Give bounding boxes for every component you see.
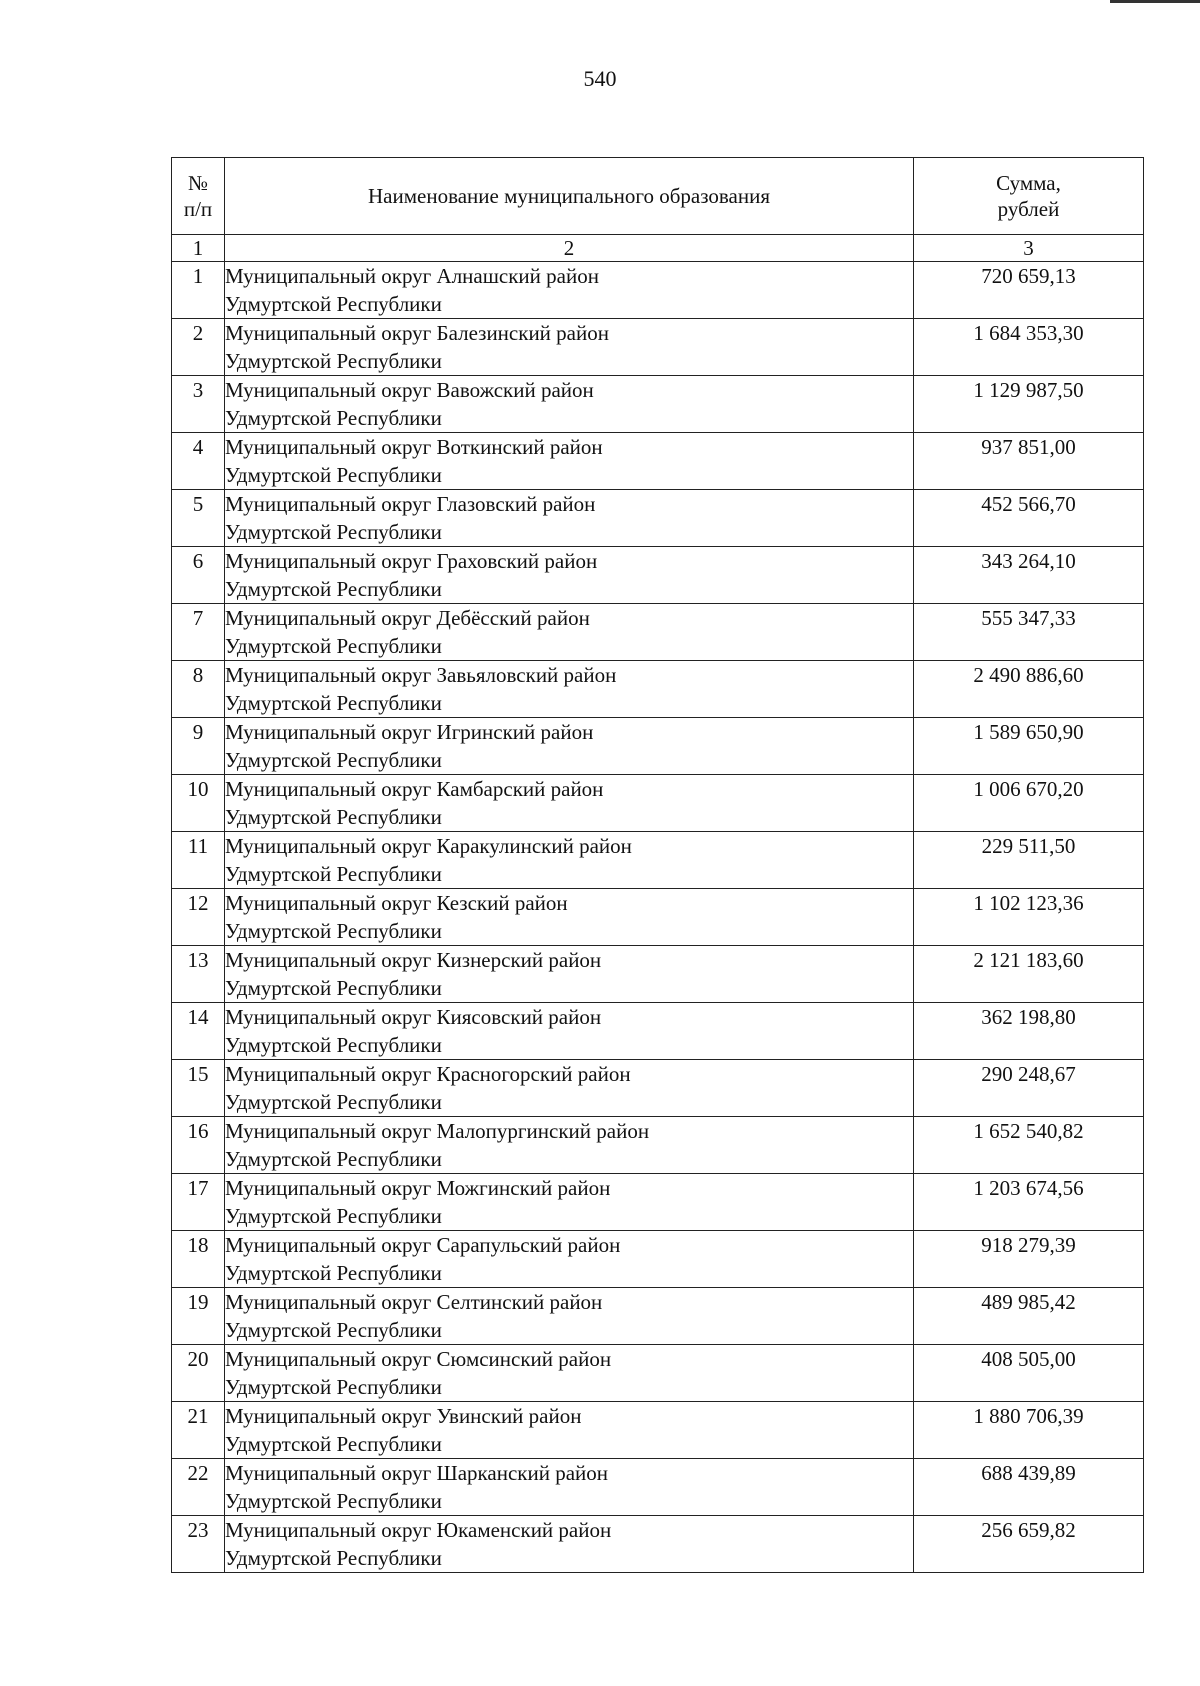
municipality-name-line1: Муниципальный округ Можгинский район: [225, 1176, 611, 1200]
municipality-name-line2: Удмуртской Республики: [225, 1318, 442, 1342]
amount-value: 937 851,00: [914, 433, 1144, 490]
municipality-name-line2: Удмуртской Республики: [225, 1489, 442, 1513]
row-number: 14: [172, 1003, 225, 1060]
municipality-name: [225, 1003, 914, 1060]
municipality-name: [225, 490, 914, 547]
municipality-name-line2: Удмуртской Республики: [225, 577, 442, 601]
column-number: 2: [225, 235, 914, 262]
municipality-name-line1: Муниципальный округ Глазовский район: [225, 492, 596, 516]
municipality-name-line2: Удмуртской Республики: [225, 1090, 442, 1114]
table-row: [172, 262, 1144, 319]
row-number: 5: [172, 490, 225, 547]
municipality-name-line1: Муниципальный округ Малопургинский район: [225, 1119, 650, 1143]
municipality-name: [225, 1060, 914, 1117]
municipality-name-line1: Муниципальный округ Шарканский район: [225, 1461, 609, 1485]
municipality-name-line2: Удмуртской Республики: [225, 463, 442, 487]
amount-value: 489 985,42: [914, 1288, 1144, 1345]
column-number-row: [172, 235, 1144, 262]
municipality-name: [225, 1288, 914, 1345]
table-row: [172, 775, 1144, 832]
municipality-name: [225, 832, 914, 889]
table-row: [172, 946, 1144, 1003]
amount-value: 452 566,70: [914, 490, 1144, 547]
municipality-name-line1: Муниципальный округ Завьяловский район: [225, 663, 617, 687]
table-row: [172, 1003, 1144, 1060]
column-number: 3: [914, 235, 1144, 262]
municipality-name: [225, 1117, 914, 1174]
municipality-name-line1: Муниципальный округ Кизнерский район: [225, 948, 602, 972]
municipality-name-line2: Удмуртской Республики: [225, 919, 442, 943]
amount-value: 343 264,10: [914, 547, 1144, 604]
row-number: 6: [172, 547, 225, 604]
municipality-name: [225, 319, 914, 376]
table-row: [172, 1117, 1144, 1174]
municipality-name-line1: Муниципальный округ Граховский район: [225, 549, 598, 573]
row-number: 10: [172, 775, 225, 832]
row-number: 12: [172, 889, 225, 946]
header-name: [225, 158, 914, 235]
municipality-name-line2: Удмуртской Республики: [225, 805, 442, 829]
municipality-name-line2: Удмуртской Республики: [225, 1147, 442, 1171]
municipality-name: [225, 775, 914, 832]
amount-value: 2 121 183,60: [914, 946, 1144, 1003]
table-row: [172, 376, 1144, 433]
municipality-name-line1: Муниципальный округ Игринский район: [225, 720, 594, 744]
table-row: [172, 1288, 1144, 1345]
amount-value: 229 511,50: [914, 832, 1144, 889]
row-number: 17: [172, 1174, 225, 1231]
row-number: 3: [172, 376, 225, 433]
row-number: 23: [172, 1516, 225, 1573]
row-number: 2: [172, 319, 225, 376]
municipality-name: [225, 661, 914, 718]
row-number: 1: [172, 262, 225, 319]
row-number: 22: [172, 1459, 225, 1516]
row-number: 16: [172, 1117, 225, 1174]
municipality-name: [225, 262, 914, 319]
municipality-name: [225, 376, 914, 433]
header-amount: [914, 158, 1144, 235]
municipality-name-line1: Муниципальный округ Красногорский район: [225, 1062, 631, 1086]
municipality-name-line2: Удмуртской Республики: [225, 292, 442, 316]
allocation-table: [171, 157, 1144, 1573]
municipality-name-line2: Удмуртской Республики: [225, 1261, 442, 1285]
amount-value: 1 880 706,39: [914, 1402, 1144, 1459]
municipality-name-line2: Удмуртской Республики: [225, 976, 442, 1000]
row-number: 8: [172, 661, 225, 718]
header-amount-line1: Сумма,: [996, 171, 1061, 195]
municipality-name-line1: Муниципальный округ Воткинский район: [225, 435, 603, 459]
amount-value: 1 102 123,36: [914, 889, 1144, 946]
row-number: 7: [172, 604, 225, 661]
row-number: 9: [172, 718, 225, 775]
table-row: [172, 1459, 1144, 1516]
amount-value: 1 203 674,56: [914, 1174, 1144, 1231]
table-row: [172, 1402, 1144, 1459]
header-number-line2: п/п: [183, 197, 213, 221]
municipality-name-line2: Удмуртской Республики: [225, 1204, 442, 1228]
table-row: [172, 889, 1144, 946]
table-row: [172, 1174, 1144, 1231]
municipality-name: [225, 433, 914, 490]
municipality-name-line2: Удмуртской Республики: [225, 1375, 442, 1399]
table-header-row: [172, 158, 1144, 235]
row-number: 20: [172, 1345, 225, 1402]
municipality-name-line1: Муниципальный округ Киясовский район: [225, 1005, 602, 1029]
municipality-name: [225, 1516, 914, 1573]
amount-value: 688 439,89: [914, 1459, 1144, 1516]
municipality-name-line1: Муниципальный округ Балезинский район: [225, 321, 609, 345]
amount-value: 918 279,39: [914, 1231, 1144, 1288]
table-row: [172, 490, 1144, 547]
municipality-name-line1: Муниципальный округ Алнашский район: [225, 264, 599, 288]
municipality-name-line2: Удмуртской Республики: [225, 691, 442, 715]
municipality-name: [225, 718, 914, 775]
municipality-name: [225, 1459, 914, 1516]
top-edge-rule: [1110, 0, 1200, 3]
municipality-name-line1: Муниципальный округ Юкаменский район: [225, 1518, 612, 1542]
table-row: [172, 1345, 1144, 1402]
amount-value: 2 490 886,60: [914, 661, 1144, 718]
amount-value: 555 347,33: [914, 604, 1144, 661]
municipality-name-line2: Удмуртской Республики: [225, 634, 442, 658]
table-row: [172, 319, 1144, 376]
page-number: 540: [583, 66, 617, 91]
amount-value: 362 198,80: [914, 1003, 1144, 1060]
table-row: [172, 604, 1144, 661]
table-row: [172, 433, 1144, 490]
amount-value: 408 505,00: [914, 1345, 1144, 1402]
municipality-name-line2: Удмуртской Республики: [225, 349, 442, 373]
municipality-name-line1: Муниципальный округ Дебёсский район: [225, 606, 590, 630]
municipality-name-line2: Удмуртской Республики: [225, 1033, 442, 1057]
amount-value: 290 248,67: [914, 1060, 1144, 1117]
row-number: 13: [172, 946, 225, 1003]
municipality-name-line2: Удмуртской Республики: [225, 1546, 442, 1570]
municipality-name-line1: Муниципальный округ Вавожский район: [225, 378, 594, 402]
table-row: [172, 547, 1144, 604]
municipality-name-line1: Муниципальный округ Каракулинский район: [225, 834, 632, 858]
municipality-name: [225, 1345, 914, 1402]
table-row: [172, 1231, 1144, 1288]
municipality-name-line1: Муниципальный округ Камбарский район: [225, 777, 604, 801]
municipality-name: [225, 604, 914, 661]
table-body: [172, 262, 1144, 1573]
municipality-name-line2: Удмуртской Республики: [225, 520, 442, 544]
amount-value: 720 659,13: [914, 262, 1144, 319]
amount-value: 1 589 650,90: [914, 718, 1144, 775]
amount-value: 256 659,82: [914, 1516, 1144, 1573]
table-row: [172, 661, 1144, 718]
municipality-name-line2: Удмуртской Республики: [225, 748, 442, 772]
row-number: 21: [172, 1402, 225, 1459]
amount-value: 1 652 540,82: [914, 1117, 1144, 1174]
row-number: 11: [172, 832, 225, 889]
municipality-name-line1: Муниципальный округ Увинский район: [225, 1404, 582, 1428]
municipality-name: [225, 1402, 914, 1459]
municipality-name: [225, 1231, 914, 1288]
row-number: 18: [172, 1231, 225, 1288]
header-number: [172, 158, 225, 235]
table-row: [172, 1060, 1144, 1117]
municipality-name-line2: Удмуртской Республики: [225, 1432, 442, 1456]
table-row: [172, 832, 1144, 889]
municipality-name: [225, 1174, 914, 1231]
municipality-name: [225, 889, 914, 946]
header-name-text: Наименование муниципального образования: [368, 184, 770, 208]
municipality-name-line1: Муниципальный округ Селтинский район: [225, 1290, 603, 1314]
amount-value: 1 129 987,50: [914, 376, 1144, 433]
row-number: 15: [172, 1060, 225, 1117]
municipality-name: [225, 547, 914, 604]
table-row: [172, 718, 1144, 775]
table-row: [172, 1516, 1144, 1573]
row-number: 4: [172, 433, 225, 490]
column-number: 1: [172, 235, 225, 262]
header-number-line1: №: [187, 171, 209, 195]
amount-value: 1 006 670,20: [914, 775, 1144, 832]
municipality-name-line2: Удмуртской Республики: [225, 862, 442, 886]
municipality-name-line1: Муниципальный округ Сюмсинский район: [225, 1347, 612, 1371]
row-number: 19: [172, 1288, 225, 1345]
municipality-name-line2: Удмуртской Республики: [225, 406, 442, 430]
amount-value: 1 684 353,30: [914, 319, 1144, 376]
municipality-name-line1: Муниципальный округ Кезский район: [225, 891, 568, 915]
header-amount-line2: рублей: [997, 197, 1060, 221]
municipality-name-line1: Муниципальный округ Сарапульский район: [225, 1233, 621, 1257]
municipality-name: [225, 946, 914, 1003]
